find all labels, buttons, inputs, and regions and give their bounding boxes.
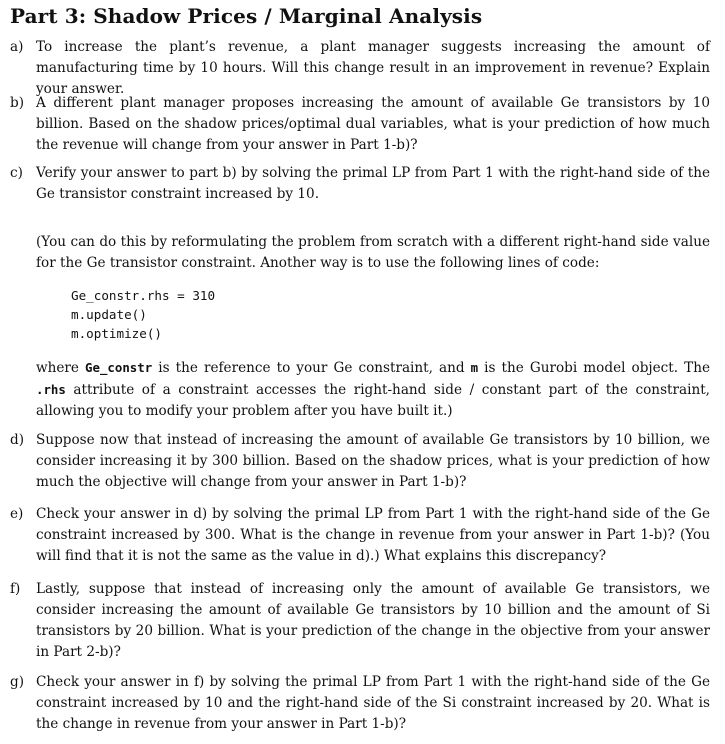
code-block xyxy=(71,286,215,343)
page-title: Part 3: Shadow Prices / Marginal Analysis xyxy=(10,4,483,28)
inline-code: Ge_constr xyxy=(85,360,153,375)
question-g xyxy=(10,672,710,735)
question-text: Check your answer in f) by solving the primal LP from Part 1 with the right-hand side of the Ge constraint increased by 10 and the right-hand side of the Si constraint increased by 20. What is the change in revenue from your answer in Part 1-b)? xyxy=(36,674,710,732)
note-explanation: where Ge_constr is the reference to your Ge constraint, and m is the Gurobi model object. The .rhs attribute of a constraint accesses the right-hand side / constant part of the constraint, allowing you to modify your problem after you have built it.) xyxy=(36,360,710,419)
code-line: m.update() xyxy=(71,307,147,322)
note-paragraph: (You can do this by reformulating the problem from scratch with a different right-hand side value for the Ge transistor constraint. Another way is to use the following lines of code: xyxy=(36,234,710,271)
question-label: e) xyxy=(10,506,24,522)
code-line: m.optimize() xyxy=(71,326,162,341)
question-e xyxy=(10,504,710,567)
question-a xyxy=(10,37,710,100)
question-text: To increase the plant’s revenue, a plant manager suggests increasing the amount of manufacturing time by 10 hours. Will this change result in an improvement in revenue? Explain your answer. xyxy=(36,39,710,97)
question-text: Suppose now that instead of increasing the amount of available Ge transistors by 10 billion, we consider increasing it by 300 billion. Based on the shadow prices, what is your prediction of how much the objective will change from your answer in Part 1-b)? xyxy=(36,432,710,490)
inline-code: m xyxy=(470,360,479,375)
code-line: Ge_constr.rhs = 310 xyxy=(71,288,216,303)
question-label: c) xyxy=(10,165,23,181)
question-text: Lastly, suppose that instead of increasing only the amount of available Ge transistors, we consider increasing the amount of available Ge transistors by 10 billion and the amount of Si transistors by 20 billion. What is your prediction of the change in the objective from your answer in Part 2-b)? xyxy=(36,581,710,660)
question-label: b) xyxy=(10,95,25,111)
question-d xyxy=(10,430,710,493)
question-text: Verify your answer to part b) by solving the primal LP from Part 1 with the right-hand side of the Ge transistor constraint increased by 10. xyxy=(36,165,710,202)
question-c xyxy=(10,163,710,205)
question-text: Check your answer in d) by solving the primal LP from Part 1 with the right-hand side of the Ge constraint increased by 300. What is the change in revenue from your answer in Part 1-b)? (You will find that it is not the same as the value in d).) What explains this discrepancy? xyxy=(36,506,710,564)
inline-code: .rhs xyxy=(36,382,66,397)
question-label: f) xyxy=(10,581,21,597)
question-label: g) xyxy=(10,674,25,690)
question-b xyxy=(10,93,710,156)
question-f xyxy=(10,579,710,663)
question-label: d) xyxy=(10,432,25,448)
question-label: a) xyxy=(10,39,24,55)
question-text: A different plant manager proposes increasing the amount of available Ge transistors by 10 billion. Based on the shadow prices/optimal dual variables, what is your prediction of how much the revenue will change from your answer in Part 1-b)? xyxy=(36,95,710,153)
